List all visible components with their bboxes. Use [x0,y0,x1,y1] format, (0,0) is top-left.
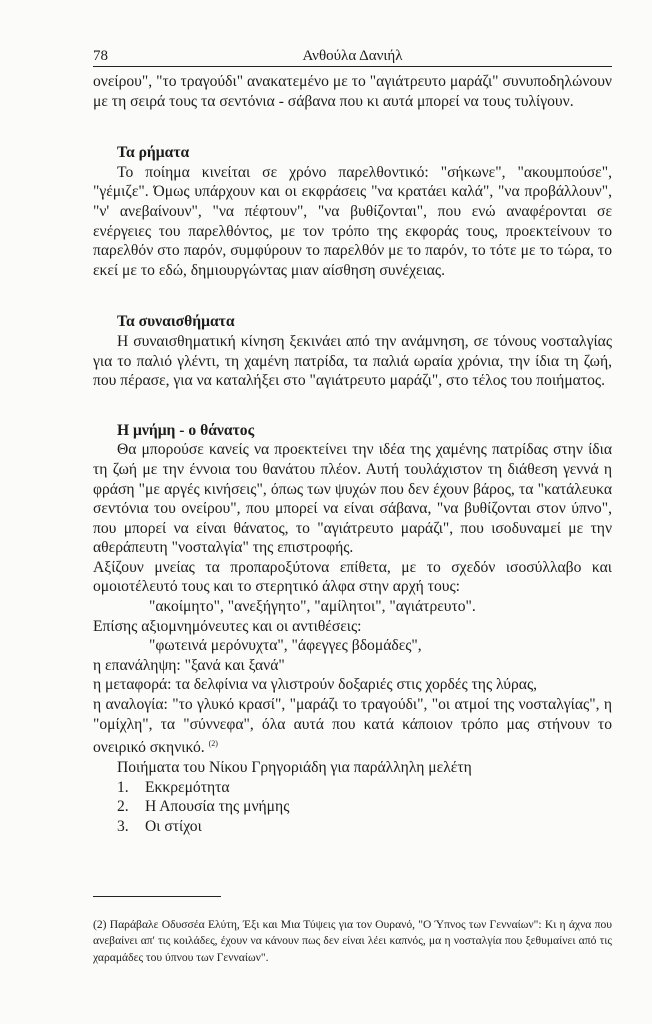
spacer [93,280,612,312]
list-item-title: Η Απουσία της μνήμης [145,798,290,816]
paragraph-emotions: Η συναισθηματική κίνηση ξεκινάει από την ανάμνηση, σε τόνους νοσταλγίας για το παλιό γλέντι, τη χαμένη πατρίδα, τα παλιά ωραία χρόνια, την ίδια τη ζωή, που πέρασε, για να καταλήξει στο "αγιάτρευτο μαράζι", στο τέλος του ποιήματος. [93,332,612,390]
page-body [93,72,612,836]
section-heading-emotions: Τα συναισθήματα [117,313,235,331]
paragraph-verbs: Το ποίημα κινείται σε χρόνο παρελθοντικό: "σήκωνε", "ακουμπούσε", "γέμιζε". Όμως υπάρχουν και οι εκφράσεις "να κρατάει καλά", "να προβάλλουν", "ν' ανεβαίνουν", "να πέφτουν", "να βυθίζονται", που ενώ αναφέρονται σε ενέργειες του παρελθόντος, με τον τρόπο της εκφοράς τους, προεκτείνουν το παρελθόν στο παρόν, συμφύρουν το παρελθόν με το παρόν, το τότε με το τώρα, το εκεί με το εδώ, δημιουργώντας μιαν αίσθηση συνέχειας. [93,163,612,279]
spacer [93,111,612,143]
list-item-title: Οι στίχοι [145,817,202,835]
paragraph-epithets: Αξίζουν μνείας τα προπαροξύτονα επίθετα, με το σχεδόν ισοσύλλαβο και ομοιοτέλευτό τους και το στερητικό άλφα στην αρχή τους: [93,558,612,596]
paragraph-antitheses: Επίσης αξιομνημόνευτες και οι αντιθέσεις: [93,617,362,635]
list-item-title: Εκκρεμότητα [145,778,230,796]
paragraph-metaphor: η μεταφορά: τα δελφίνια να γλιστρούν δοξαριές στις χορδές της λύρας, [93,676,538,694]
footnote: (2) Παράβαλε Οδυσσέα Ελύτη, Έξι και Μια Τύψεις για τον Ουρανό, "Ο Ύπνος των Γενναίων": Κι η άχνα που ανεβαίνει απ' τις κοιλάδες, έχουν να κάνουν πως δεν είναι λέει καπνός, μα η νοσταλγία που ξεθυμαίνει από τις χαραμάδες του ύπνου των Γενναίων". [93,917,612,964]
section-heading-memory-death: Η μνήμη - ο θάνατος [117,421,255,439]
paragraph-memory-death: Θα μπορούσε κανείς να προεκτείνει την ιδέα της χαμένης πατρίδας στην ίδια τη ζωή με την έννοια του θανάτου πλέον. Αυτή τουλάχιστον τη διάθεση γεννά η φράση "με αργές κινήσεις", όπως των ψυχών που δεν έχουν βάρος, τα "κατάλευκα σεντόνια του ονείρου", που μπορεί να είναι σάβανα, "να βυθίζονται στον ύπνο", που μπορεί να είναι θάνατος, το "αγιάτρευτο μαράζι", που ισοδυναμεί με την αθεράπευτη "νοσταλγία" της επιστροφής. [93,441,612,557]
quote-antitheses: "φωτεινά μερόνυχτα", "άφεγγες βδομάδες", [149,637,422,655]
running-head: Ανθούλα Δανιήλ [302,48,403,64]
footnote-reference[interactable]: (2) [208,739,218,749]
paragraph-parallel-study: Ποιήματα του Νίκου Γρηγοριάδη για παράλληλη μελέτη [117,759,472,776]
section-heading-verbs: Τα ρήματα [117,144,190,162]
quote-epithets: "ακοίμητο", "ανεξήγητο", "αμίλητοι", "αγιάτρευτο". [149,598,476,616]
paragraph-repetition: η επανάληψη: "ξανά και ξανά" [93,656,285,674]
list-item [93,778,612,798]
list-item-number: 1. [117,778,129,796]
analogy-text: η αναλογία: "το γλυκό κρασί", "μαράζι το τραγούδι", "οι ατμοί της νοσταλγίας", η "ομίχλη", τα "σύννεφα", όλα αυτά που κατά κάποιον τρόπο μας στήνουν το ονειρικό σκηνικό. [93,696,612,757]
paragraph-analogy [93,695,612,758]
page-header [93,48,612,68]
spacer [93,391,612,421]
footnote-rule [93,896,221,897]
list-item-number: 2. [117,798,129,816]
page-number: 78 [93,48,108,64]
list-item-number: 3. [117,817,129,835]
list-item [93,797,612,817]
poem-list [93,778,612,837]
list-item [93,817,612,837]
paragraph-continuation: ονείρου", "το τραγούδι" ανακατεμένο με το "αγιάτρευτο μαράζι" συνυποδηλώνουν με τη σειρά τους τα σεντόνια - σάβανα που κι αυτά μπορεί να τους τυλίγουν. [93,73,612,110]
header-rule [93,66,612,67]
